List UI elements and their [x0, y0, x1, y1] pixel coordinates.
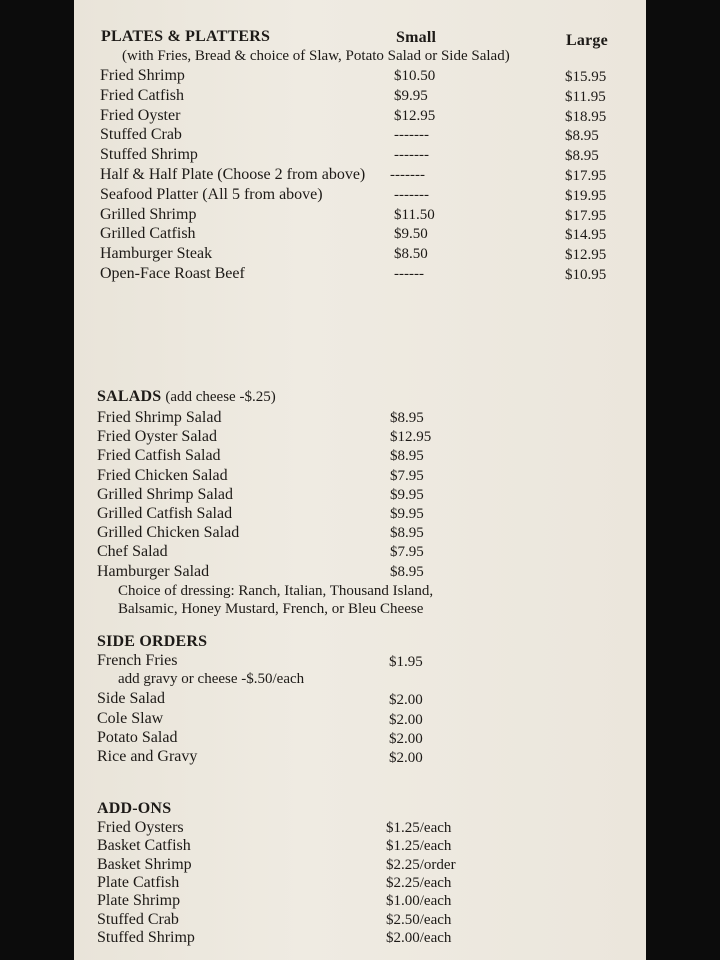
side-order-price: $2.00 [389, 750, 423, 766]
plate-item-name: Grilled Catfish [100, 225, 196, 243]
add-on-name: Stuffed Crab [97, 910, 179, 928]
side-order-price: $1.95 [389, 654, 423, 670]
add-on-price: $1.25/each [386, 838, 452, 855]
salad-item-price: $8.95 [390, 448, 424, 465]
salad-item-name: Fried Catfish Salad [97, 447, 221, 465]
plate-item-small-price: $10.50 [394, 68, 436, 84]
plate-item-name: Half & Half Plate (Choose 2 from above) [100, 166, 366, 183]
side-order-name: French Fries [97, 652, 178, 669]
add-on-name: Stuffed Shrimp [97, 928, 195, 946]
salad-item-price: $12.95 [390, 429, 432, 446]
salad-item-price: $7.95 [390, 544, 424, 561]
salad-item-name: Fried Chicken Salad [97, 466, 228, 484]
salads-heading: SALADS [97, 388, 162, 405]
plate-item-name: Fried Shrimp [100, 67, 185, 84]
salads-heading-line [97, 388, 276, 406]
plates-heading: PLATES & PLATTERS [101, 28, 271, 45]
add-on-name: Basket Catfish [97, 837, 191, 855]
plate-item-large-price: $12.95 [565, 247, 607, 264]
salad-item-price: $9.95 [390, 486, 424, 503]
plate-item-name: Open-Face Roast Beef [100, 265, 245, 282]
side-order-name: Side Salad [97, 690, 165, 708]
large-column-heading: Large [566, 32, 608, 49]
plate-item-large-price: $18.95 [565, 108, 607, 125]
add-on-name: Plate Catfish [97, 873, 180, 891]
plate-item-small-price: $11.50 [394, 206, 435, 223]
add-ons-heading: ADD-ONS [97, 800, 172, 817]
salad-item-name: Fried Shrimp Salad [97, 409, 222, 426]
plate-item-large-price: $15.95 [565, 69, 607, 85]
plate-item-small-price: $8.50 [394, 246, 428, 263]
salad-item-price: $8.95 [390, 410, 424, 426]
salad-item-name: Fried Oyster Salad [97, 428, 217, 446]
side-order-note: add gravy or cheese -$.50/each [118, 671, 305, 688]
plate-item-large-price: $10.95 [565, 267, 607, 283]
side-order-name: Cole Slaw [97, 709, 164, 727]
add-on-name: Fried Oysters [97, 819, 184, 836]
salad-item-name: Grilled Shrimp Salad [97, 485, 233, 503]
plate-item-small-price: $9.50 [394, 226, 428, 243]
add-on-name: Basket Shrimp [97, 855, 192, 873]
plate-item-name: Fried Catfish [100, 86, 184, 104]
salad-item-price: $7.95 [390, 467, 424, 484]
side-order-name: Potato Salad [97, 728, 178, 746]
plate-item-large-price: $19.95 [565, 187, 607, 204]
plate-item-small-price: ------- [394, 147, 429, 164]
add-on-name: Plate Shrimp [97, 892, 181, 910]
plate-item-large-price: $11.95 [565, 88, 606, 105]
side-order-price: $2.00 [389, 711, 423, 728]
plate-item-name: Grilled Shrimp [100, 205, 197, 223]
side-order-name: Rice and Gravy [97, 748, 198, 765]
side-orders-heading: SIDE ORDERS [97, 633, 208, 650]
add-on-price: $2.25/order [386, 856, 456, 873]
plate-item-name: Hamburger Steak [100, 245, 213, 263]
plate-item-name: Stuffed Crab [100, 126, 182, 144]
plate-item-large-price: $17.95 [565, 207, 607, 224]
salad-item-name: Chef Salad [97, 543, 168, 561]
add-on-price: $1.25/each [386, 820, 452, 836]
salad-item-price: $8.95 [390, 563, 424, 580]
salad-item-price: $9.95 [390, 506, 424, 522]
plates-note: (with Fries, Bread & choice of Slaw, Potato Salad or Side Salad) [122, 48, 510, 64]
plate-item-small-price: $9.95 [394, 87, 428, 104]
add-on-price: $2.00/each [386, 929, 452, 946]
side-order-price: $2.00 [389, 730, 423, 747]
plate-item-name: Stuffed Shrimp [100, 146, 198, 164]
plate-item-name: Seafood Platter (All 5 from above) [100, 185, 323, 203]
add-on-price: $1.00/each [386, 893, 452, 910]
dressing-choice-line-1: Choice of dressing: Ranch, Italian, Thousand Island, [118, 583, 434, 599]
plate-item-large-price: $14.95 [565, 227, 607, 244]
plate-item-small-price: ------- [394, 127, 429, 144]
salad-item-name: Grilled Catfish Salad [97, 505, 233, 522]
plate-item-large-price: $17.95 [565, 168, 607, 184]
salads-cheese-note: (add cheese -$.25) [165, 389, 276, 405]
plate-item-small-price: $12.95 [394, 107, 436, 124]
salad-item-name: Grilled Chicken Salad [97, 524, 240, 542]
plate-item-large-price: $8.95 [565, 128, 599, 145]
plate-item-large-price: $8.95 [565, 148, 599, 165]
dressing-choice-line-2: Balsamic, Honey Mustard, French, or Bleu Cheese [118, 601, 424, 617]
add-on-price: $2.50/each [386, 911, 452, 928]
plate-item-small-price: ------- [394, 186, 429, 203]
small-column-heading: Small [396, 29, 437, 46]
plate-item-small-price: ------- [390, 167, 425, 183]
plate-item-name: Fried Oyster [100, 106, 181, 124]
side-order-price: $2.00 [389, 692, 423, 709]
plate-item-small-price: ------ [394, 266, 424, 282]
salad-item-name: Hamburger Salad [97, 562, 210, 580]
add-on-price: $2.25/each [386, 874, 452, 891]
salad-item-price: $8.95 [390, 525, 424, 542]
